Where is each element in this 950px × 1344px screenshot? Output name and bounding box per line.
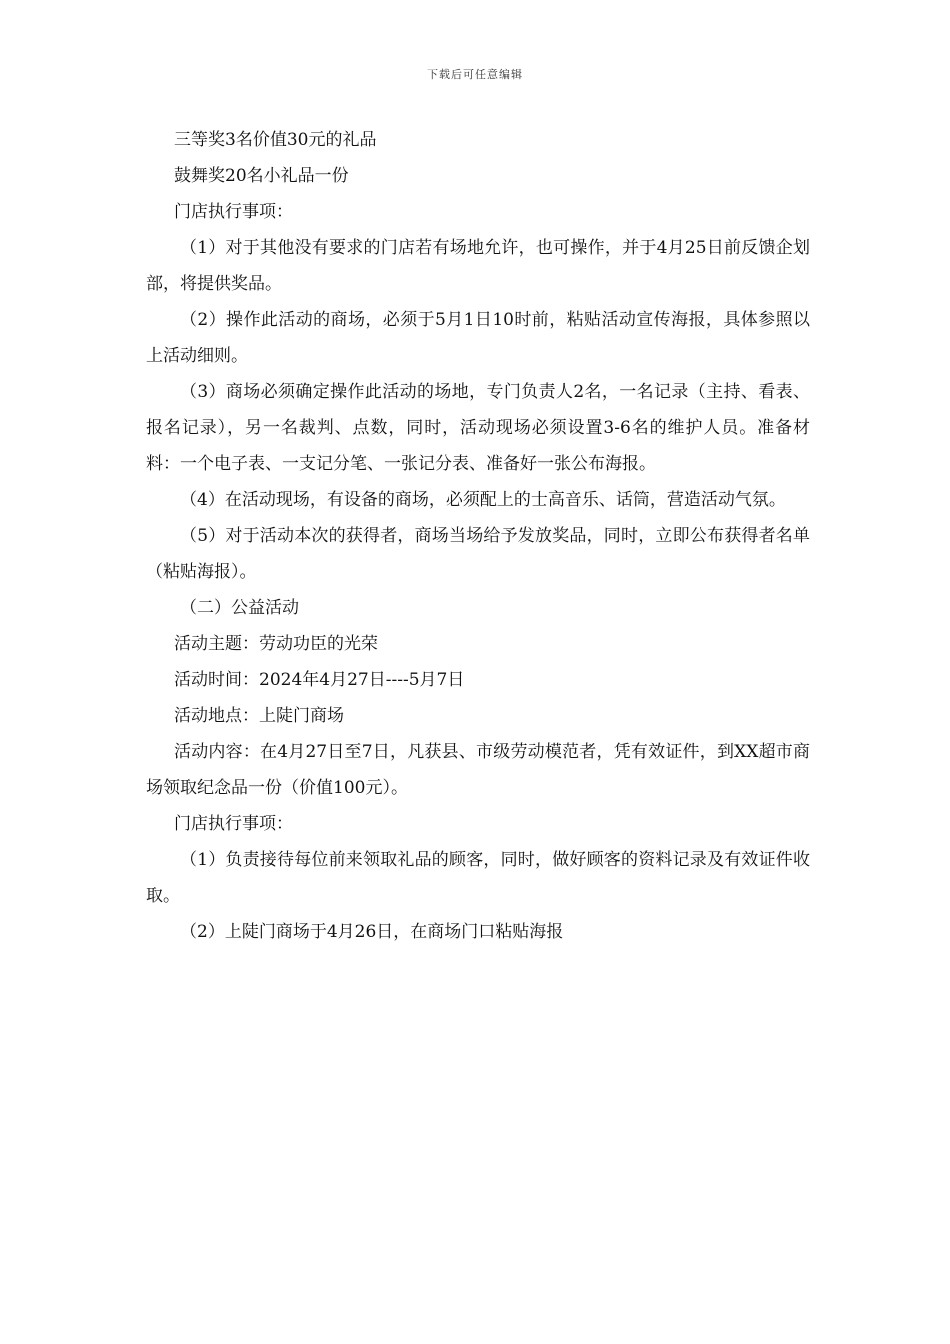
section-heading-charity: （二）公益活动	[180, 598, 299, 618]
paragraph-activity-location: 活动地点：上陡门商场	[174, 706, 344, 726]
page-header: 下载后可任意编辑	[427, 68, 523, 81]
paragraph-task-2: （2）操作此活动的商场，必须于5月1日10时前，粘贴活动宣传海报，具体参照以上活动细则。	[146, 310, 810, 366]
paragraph-task-5: （5）对于活动本次的获得者，商场当场给予发放奖品，同时，立即公布获得者名单（粘贴海报）。	[146, 526, 810, 582]
paragraph-task-4: （4）在活动现场，有设备的商场，必须配上的士高音乐、话筒，营造活动气氛。	[180, 490, 786, 510]
paragraph-task-2-2: （2）上陡门商场于4月26日，在商场门口粘贴海报	[180, 922, 564, 942]
paragraph-task-2-1: （1）负责接待每位前来领取礼品的顾客，同时，做好顾客的资料记录及有效证件收取。	[146, 850, 810, 906]
paragraph-encouragement-prize: 鼓舞奖20名小礼品一份	[174, 166, 349, 186]
paragraph-task-1: （1）对于其他没有要求的门店若有场地允许，也可操作，并于4月25日前反馈企划部，将提供奖品。	[146, 238, 810, 294]
paragraph-store-tasks-heading-2: 门店执行事项：	[174, 814, 293, 834]
document-body	[146, 122, 810, 950]
paragraph-store-tasks-heading: 门店执行事项：	[174, 202, 293, 222]
paragraph-activity-theme: 活动主题：劳动功臣的光荣	[174, 634, 378, 654]
paragraph-third-prize: 三等奖3名价值30元的礼品	[174, 130, 377, 150]
paragraph-task-3: （3）商场必须确定操作此活动的场地，专门负责人2名，一名记录（主持、看表、报名记录），另一名裁判、点数，同时，活动现场必须设置3-6名的维护人员。准备材料：一个电子表、一支记分笔、一张记分表、准备好一张公布海报。	[146, 382, 810, 474]
paragraph-activity-content: 活动内容：在4月27日至7日，凡获县、市级劳动模范者，凭有效证件，到XX超市商场领取纪念品一份（价值100元）。	[146, 742, 810, 798]
paragraph-activity-time: 活动时间：2024年4月27日----5月7日	[174, 670, 465, 690]
